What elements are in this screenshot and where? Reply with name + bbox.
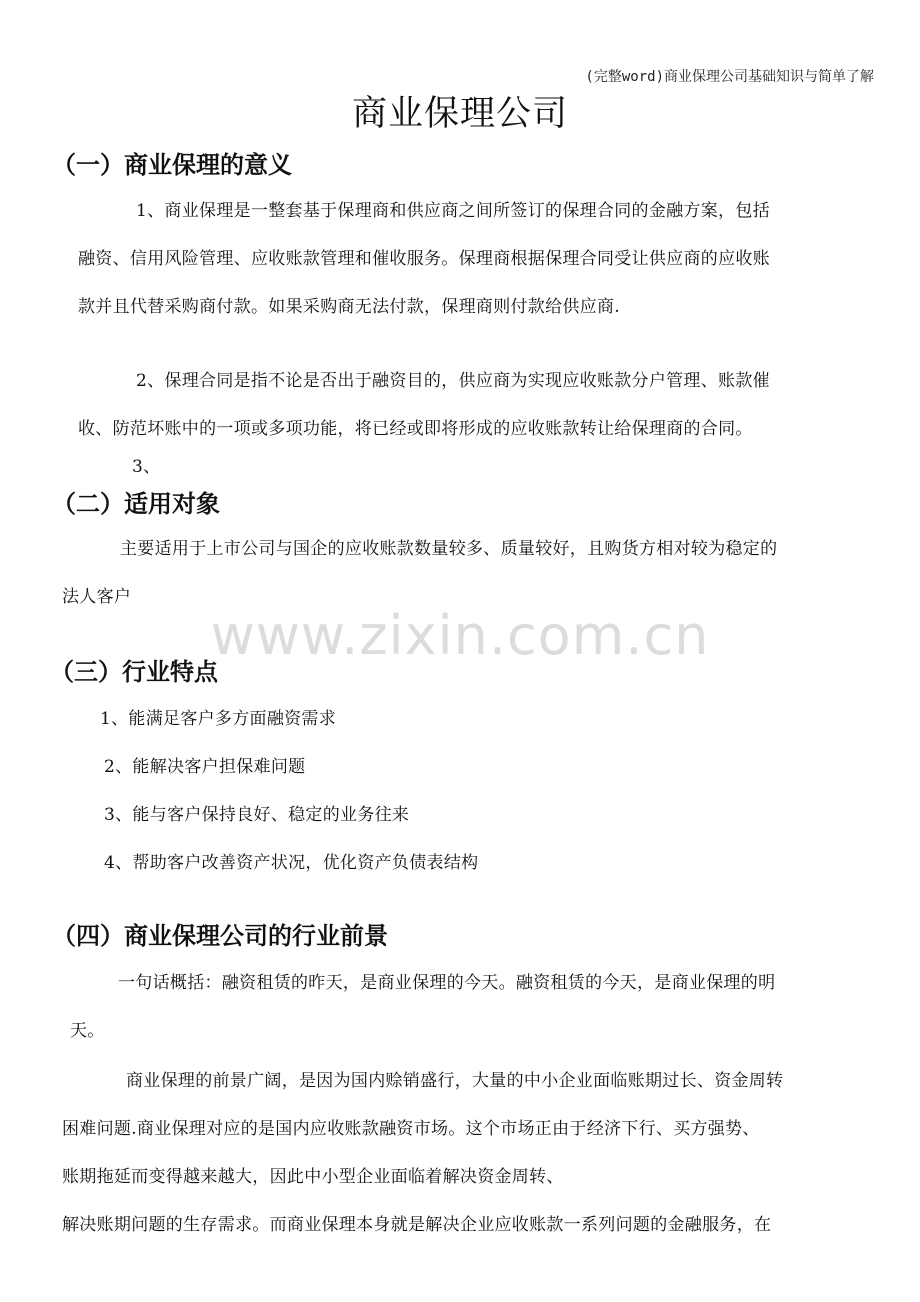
- paragraph-line: 融资、信用风险管理、应收账款管理和催收服务。保理商根据保理合同受让供应商的应收账: [78, 249, 770, 269]
- document-title: 商业保理公司: [351, 94, 568, 134]
- list-item: 2、能解决客户担保难问题: [104, 757, 306, 777]
- paragraph-line: 法人客户: [62, 587, 132, 607]
- paragraph-line: 3、: [132, 457, 161, 477]
- paragraph-line: 款并且代替采购商付款。如果采购商无法付款，保理商则付款给供应商.: [78, 297, 621, 317]
- paragraph-line: 困难问题.商业保理对应的是国内应收账款融资市场。这个市场正由于经济下行、买方强势、: [62, 1119, 760, 1139]
- list-item: 3、能与客户保持良好、稳定的业务往来: [104, 805, 410, 825]
- section-heading-3: （三）行业特点: [50, 658, 218, 686]
- watermark: www.zixin.com.cn: [210, 604, 710, 667]
- paragraph-line: 账期拖延而变得越来越大，因此中小型企业面临着解决资金周转、: [62, 1167, 564, 1187]
- section-heading-1: （一）商业保理的意义: [52, 151, 292, 179]
- paragraph-line: 天。: [70, 1021, 105, 1041]
- paragraph-line: 解决账期问题的生存需求。而商业保理本身就是解决企业应收账款一系列问题的金融服务，在: [62, 1215, 772, 1235]
- section-heading-4: （四）商业保理公司的行业前景: [52, 922, 388, 950]
- paragraph-line: 1、商业保理是一整套基于保理商和供应商之间所签订的保理合同的金融方案，包括: [136, 201, 770, 221]
- list-item: 4、帮助客户改善资产状况，优化资产负债表结构: [104, 853, 479, 873]
- paragraph-line: 主要适用于上市公司与国企的应收账款数量较多、质量较好，且购货方相对较为稳定的: [120, 539, 778, 559]
- paragraph-line: 收、防范坏账中的一项或多项功能，将已经或即将形成的应收账款转让给保理商的合同。: [78, 419, 753, 439]
- paragraph-line: 2、保理合同是指不论是否出于融资目的，供应商为实现应收账款分户管理、账款催: [136, 371, 770, 391]
- paragraph-line: 一句话概括：融资租赁的昨天，是商业保理的今天。融资租赁的今天，是商业保理的明: [118, 973, 776, 993]
- list-item: 1、能满足客户多方面融资需求: [100, 709, 337, 729]
- section-heading-2: （二）适用对象: [52, 490, 220, 518]
- paragraph-line: 商业保理的前景广阔，是因为国内赊销盛行，大量的中小企业面临账期过长、资金周转: [126, 1071, 784, 1091]
- header-note: (完整word)商业保理公司基础知识与简单了解: [585, 69, 874, 85]
